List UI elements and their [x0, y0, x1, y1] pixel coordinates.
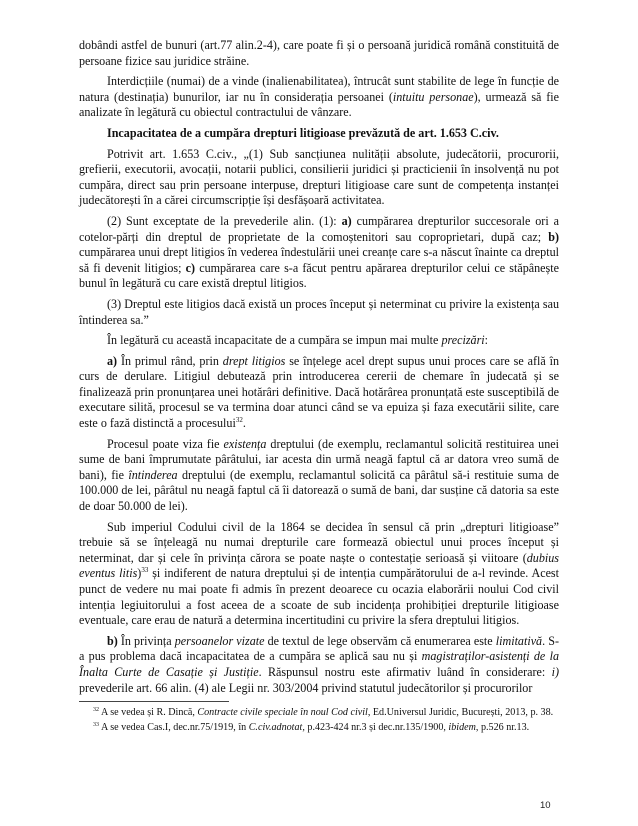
- paragraph-clarifications-intro: În legătură cu această incapacitate de a cumpăra se impun mai multe precizări:: [107, 333, 489, 348]
- paragraph-litigious-definition: (3) Dreptul este litigios dacă există un proces început și neterminat cu privire la existența sau întinderea sa.”: [79, 296, 559, 327]
- footnote-32: $^{32}$ A se vedea și R. Dincă, Contracte civile speciale în noul Cod civil, Ed.Universul Juridic, București, 2013, p. 38.: [93, 707, 554, 719]
- document-page: [79, 38, 559, 735]
- paragraph-continuation: dobândi astfel de bunuri (art.77 alin.2-4), care poate fi și o persoană juridică română constituită de persoane fizice sau juridice străine.: [79, 38, 559, 68]
- paragraph-old-civil-code: Sub imperiul Codului civil de la 1864 se decidea în sensul că prin „drepturi litigioase” trebuie să se înțeleagă nu numai drepturile care formează obiectul unui proces început și neterminat, dar și cele în privința cărora se poate naște o contestație serioasă și viitoare (dubius eventus litis)$^{33}$ și indiferent de natura dreptului și de intenția cumpărătorului de a-l revinde. Acest punct de vedere nu mai poate fi admis în prezent deoarece cu ocazia elaborării noului Cod civil intenția legiuitorului a fost aceea de a scoate de sub incidența prohibiției drepturile litigioase eventuale, care erau de natură a determina incertitudini cu privire la sfera dreptului litigios.: [79, 519, 560, 628]
- section-heading: Incapacitatea de a cumpăra drepturi litigioase prevăzută de art. 1.653 C.civ.: [107, 125, 499, 140]
- footnote-33: $^{33}$ A se vedea Cas.I, dec.nr.75/1919, în C.civ.adnotat, p.423-424 nr.3 și dec.nr.135/1900, ibidem, p.526 nr.13.: [93, 721, 530, 733]
- paragraph-sale-prohibitions: Interdicțiile (numai) de a vinde (inalienabilitatea), întrucât sunt stabilite de lege în funcție de natura (destinația) bunurilor, iar nu în considerația persoanei (intuitu personae), urmează să fie analizate în legătură cu obiectul contractului de vânzare.: [79, 74, 559, 120]
- footnote-ref-33[interactable]: 33: [141, 566, 149, 575]
- footnote-separator: [79, 701, 229, 702]
- paragraph-point-a: a) În primul rând, prin drept litigios se înțelege acel drept supus unui proces care se află în curs de derulare. Litigiul debutează prin introducerea cererii de chemare în judecată și se finalizează prin pronunțarea unei hotărâri definitive. Dacă hotărârea pronunțată este susceptibilă de executare silită, procesul se va termina doar atunci când se va epuiza și faza executării silite, care este o fază distinctă a procesului$^{32}$.: [79, 353, 559, 431]
- page-number: 10: [540, 800, 551, 811]
- paragraph-art-1653-quote: Potrivit art. 1.653 C.civ., „(1) Sub sancțiunea nulității absolute, judecătorii, procurorii, grefierii, executorii, avocații, notarii publici, consilierii juridici și practicienii în insolvență nu pot cumpăra, direct sau prin persoane interpuse, drepturi litigioase care sunt de competența instanței judecătorești în a cărei circumscripție își desfășoară activitatea.: [79, 146, 559, 208]
- paragraph-exceptions: (2) Sunt exceptate de la prevederile alin. (1): a) cumpărarea drepturilor succesorale ori a cotelor-părți din dreptul de proprietate de la comoștenitori sau coproprietari, după caz; b) cumpărarea unui drept litigios în vederea îndestulării unei creanțe care s-a născut înainte ca dreptul să fi devenit litigios; c) cumpărarea care s-a făcut pentru apărarea drepturilor celui ce stăpânește bunul în legătură cu care există dreptul litigios.: [79, 213, 559, 291]
- paragraph-point-b: b) În privința persoanelor vizate de textul de lege observăm că enumerarea este limitativă. S-a pus problema dacă incapacitatea de a cumpăra se aplică sau nu și magistraților-asistenți de la Înalta Curte de Casație și Justiție. Răspunsul nostru este afirmativ luând în considerare: i) prevederile art. 66 alin. (4) ale Legii nr. 303/2004 privind statutul judecătorilor și procurorilor: [79, 633, 560, 695]
- paragraph-process-scope: Procesul poate viza fie existența dreptului (de exemplu, reclamantul solicită restituirea unei sume de bani împrumutate pârâtului, iar acesta din urmă neagă faptul că ar datora vreo sumă de bani), fie întinderea dreptului (de exemplu, reclamantul solicită ca pârâtul să-i restituie suma de 100.000 de lei, pârâtul nu neagă faptul că îi datorează o sumă de bani, dar susține că datoria sa este de doar 50.000 de lei).: [79, 436, 559, 514]
- footnote-ref-32[interactable]: 32: [235, 416, 243, 425]
